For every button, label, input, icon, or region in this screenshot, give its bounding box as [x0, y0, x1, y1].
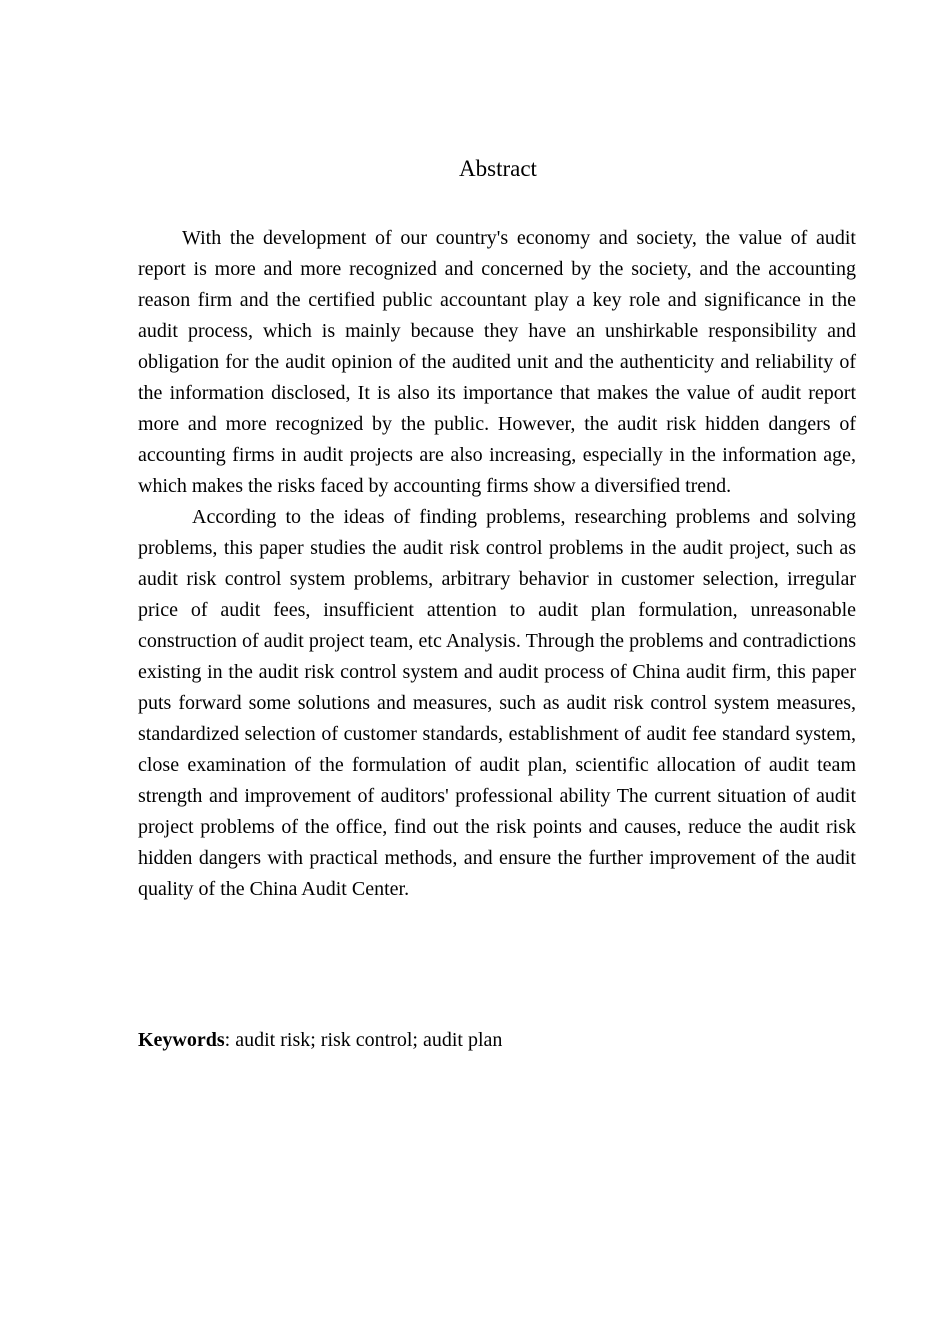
- keywords-text: audit risk; risk control; audit plan: [235, 1029, 503, 1051]
- abstract-body: [138, 223, 856, 905]
- abstract-title: Abstract: [459, 156, 537, 181]
- keywords-separator: :: [224, 1029, 236, 1051]
- abstract-paragraph-2: According to the ideas of finding problems, researching problems and solving problems, this paper studies the audit risk control problems in the audit project, such as audit risk control system problems, arbitrary behavior in customer selection, irregular price of audit fees, insufficient attention to audit plan formulation, unreasonable construction of audit project team, etc Analysis. Through the problems and contradictions existing in the audit risk control system and audit process of China audit firm, this paper puts forward some solutions and measures, such as audit risk control system measures, standardized selection of customer standards, establishment of audit fee standard system, close examination of the formulation of audit plan, scientific allocation of audit team strength and improvement of auditors' professional ability The current situation of audit project problems of the office, find out the risk points and causes, reduce the audit risk hidden dangers with practical methods, and ensure the further improvement of the audit quality of the China Audit Center.: [138, 506, 856, 900]
- abstract-paragraph-1: With the development of our country's economy and society, the value of audit report is more and more recognized and concerned by the society, and the accounting reason firm and the certified public accountant play a key role and significance in the audit process, which is mainly because they have an unshirkable responsibility and obligation for the audit opinion of the audited unit and the authenticity and reliability of the information disclosed, It is also its importance that makes the value of audit report more and more recognized by the public. However, the audit risk hidden dangers of accounting firms in audit projects are also increasing, especially in the information age, which makes the risks faced by accounting firms show a diversified trend.: [138, 227, 856, 497]
- keywords-line: [138, 1025, 502, 1056]
- keywords-label: Keywords: [138, 1029, 225, 1051]
